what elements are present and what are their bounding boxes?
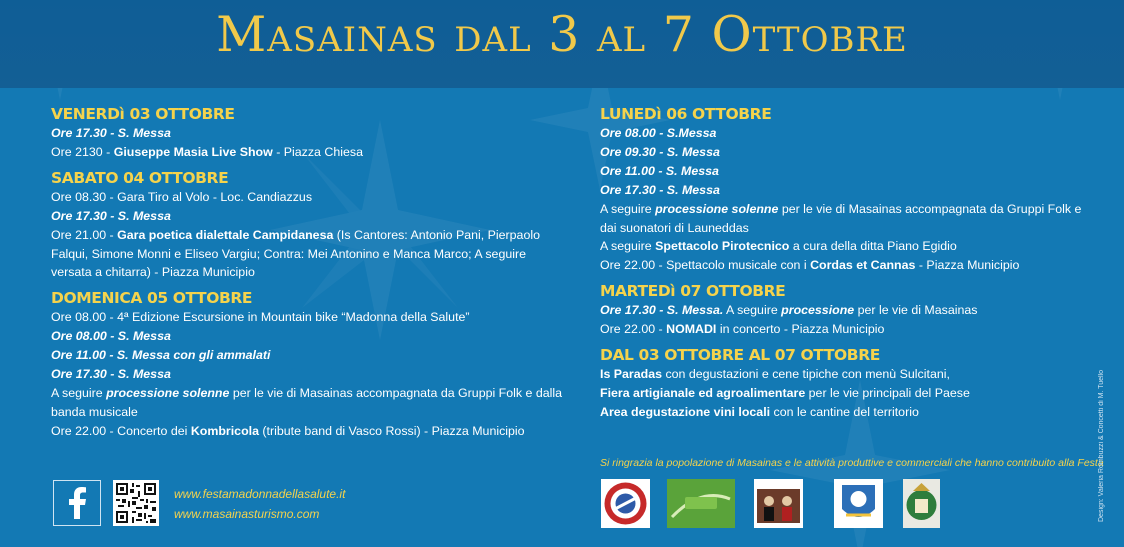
event-line [600,124,1090,143]
logo-sponsor-3 [754,479,803,528]
event-line [51,384,566,422]
event-text: Ore 17.30 - S. Messa [51,367,171,382]
event-line [600,237,1090,256]
event-prefix: Ore 21.00 - [51,227,118,242]
design-credit: Design: Valeria Rombuzzi & Concetti di M. Tuello [1098,370,1105,522]
page-title: Masainas dal 3 al 7 Ottobre [216,6,908,63]
event-suffix: a cura della ditta Piano Egidio [789,239,957,254]
event-text: Ore 11.00 - S. Messa con gli ammalati [51,348,271,363]
day-heading: SABATO 04 OTTOBRE [51,168,229,187]
event-line [600,143,1090,162]
event-suffix: - Piazza Chiesa [272,144,363,159]
day-heading: MARTEDì 07 OTTOBRE [600,282,786,301]
event-line [600,200,1090,238]
day-heading: LUNEDì 06 OTTOBRE [600,105,772,123]
event-text: Ore 17.30 - S. Messa [51,126,171,140]
website-link-festa[interactable]: www.festamadonnadellasalute.it [174,487,346,501]
event-text: Ore 08.30 - Gara Tiro al Volo - Loc. Candiazzus [51,189,313,204]
event-suffix: in concerto - Piazza Municipio [716,322,885,337]
event-line [600,384,1090,403]
event-highlight: Kombricola [190,423,259,438]
event-line [600,301,1090,320]
thanks-note: Si ringrazia la popolazione di Masainas e le attività produttive e commerciali che hanno contribuito alla Festa [600,457,1104,469]
event-suffix: con degustazioni e cene tipiche con menù Sulcitani, [662,367,950,382]
event-line [600,320,1090,339]
event-text: Ore 17.30 - S. Messa [600,182,720,197]
event-suffix: con le cantine del territorio [770,404,919,419]
day-heading: DOMENICA 05 OTTOBRE [51,289,253,308]
event-line [600,256,1090,275]
event-line [600,403,1090,422]
event-line [600,365,1090,384]
event-suffix: - Piazza Municipio [915,258,1020,273]
event-suffix: per le vie di Masainas accompagnata da Gruppi Folk e dai suonatori di Launeddas [600,201,1082,235]
event-time [600,303,723,317]
event-prefix: Ore 2130 - [51,144,114,159]
event-highlight [781,303,854,317]
event-line [600,181,1090,200]
event-suffix: per le vie principali del Paese [805,385,970,400]
facebook-glyph-icon [68,487,86,519]
event-line [51,143,566,162]
schedule-right-column [600,104,1090,422]
event-line [51,226,566,283]
logo-sponsor-4 [834,479,883,528]
logo-sponsor-1 [601,479,650,528]
event-highlight: Gara poetica dialettale Campidanesa [117,227,334,242]
event-prefix: Ore 22.00 - Concerto dei [51,423,191,438]
event-text: Ore 08.00 - S.Messa [600,126,717,140]
event-text: Ore 17.30 - S. Messa [51,208,171,223]
event-highlight: Fiera artigianale ed agroalimentare [600,385,806,400]
event-prefix: Ore 22.00 - Spettacolo musicale con i [600,258,811,273]
qr-code-icon [116,483,156,523]
event-line [51,346,566,365]
event-highlight-text: processione [781,303,855,318]
event-suffix: (tribute band di Vasco Rossi) - Piazza Municipio [258,423,525,438]
event-text: Ore 09.30 - S. Messa [600,144,720,159]
event-highlight-text: processione solenne [655,201,779,216]
qr-code[interactable] [113,480,159,526]
event-highlight: Cordas et Cannas [810,258,916,273]
event-prefix: A seguire [600,239,656,254]
event-line [51,327,566,346]
event-line [51,422,566,441]
event-highlight: Is Paradas [600,367,662,382]
event-highlight: Spettacolo Pirotecnico [655,239,790,254]
event-prefix: A seguire [723,303,782,318]
website-link-turismo[interactable]: www.masainasturismo.com [174,507,320,521]
event-suffix: per le vie di Masainas [854,303,978,318]
event-text: Ore 08.00 - S. Messa [51,329,171,344]
day-heading: VENERDì 03 OTTOBRE [51,105,235,123]
day-heading: DAL 03 OTTOBRE AL 07 OTTOBRE [600,346,880,365]
event-highlight: Area degustazione vini locali [600,404,771,419]
header-banner [0,0,1124,88]
logo-sponsor-5 [903,479,940,528]
event-line [51,207,566,226]
schedule-left-column [51,104,566,441]
event-highlight: Giuseppe Masia Live Show [113,144,273,159]
event-line [51,308,566,327]
event-time-text: Ore 17.30 - S. Messa. [600,303,724,318]
event-text: Ore 11.00 - S. Messa [600,163,719,178]
event-suffix: per le vie di Masainas accompagnata da Gruppi Folk e dalla banda musicale [51,385,563,419]
event-line [600,162,1090,181]
event-highlight-text: processione solenne [106,385,230,400]
event-highlight [106,386,229,400]
facebook-icon[interactable] [53,480,101,526]
event-prefix: Ore 22.00 - [600,322,667,337]
logo-sponsor-2 [667,479,735,528]
event-highlight: NOMADI [666,322,717,337]
website-links [174,484,345,524]
event-text: Ore 08.00 - 4ª Edizione Escursione in Mountain bike “Madonna della Salute” [51,310,470,325]
event-prefix: A seguire [600,201,656,216]
event-line [51,365,566,384]
event-line [51,124,566,143]
event-suffix: (Is Cantores: Antonio Pani, Pierpaolo Falqui, Simone Monni e Eliseo Vargiu; Contra: Mei Antonino e Manca Marco; A seguire versata a chitarra) - Piazza Municipio [51,227,540,280]
event-line [51,188,566,207]
event-prefix: A seguire [51,385,107,400]
event-highlight [655,202,778,216]
